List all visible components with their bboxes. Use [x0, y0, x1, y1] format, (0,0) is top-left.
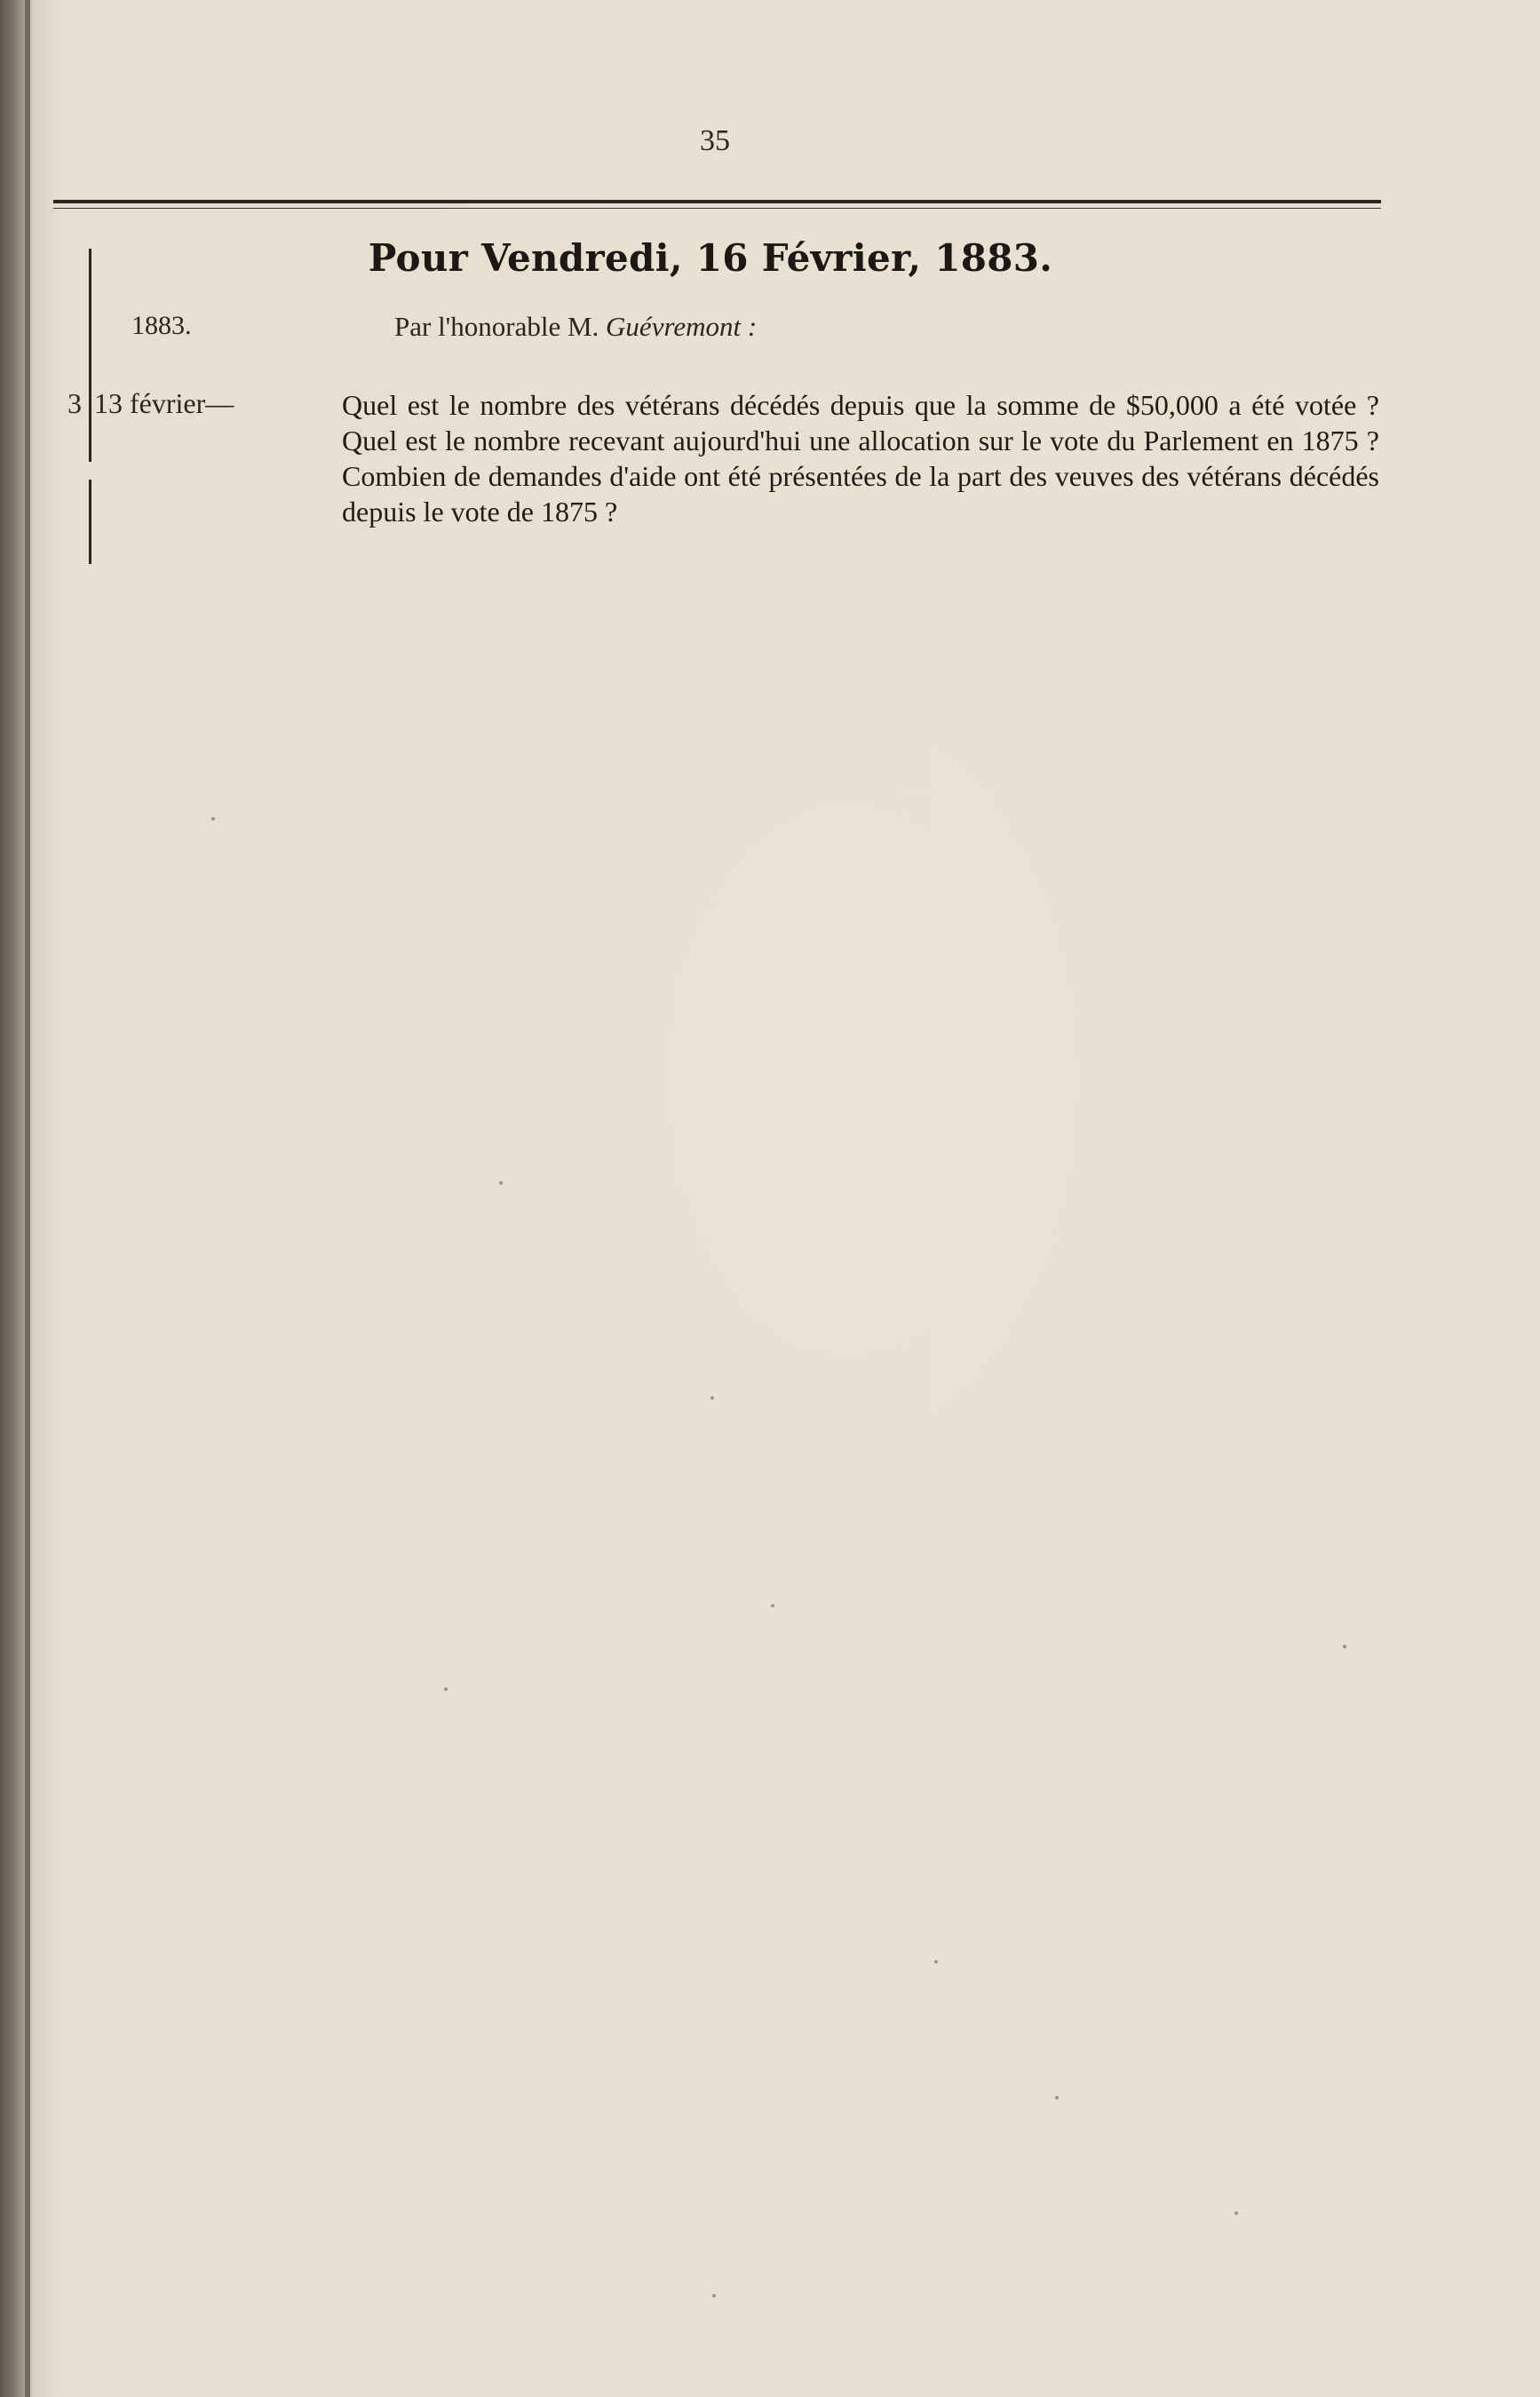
entry-number: 3 [67, 387, 82, 419]
paper-speck [444, 1687, 448, 1691]
paper-speck [1055, 2096, 1059, 2099]
section-heading: Pour Vendredi, 16 Février, 1883. [368, 236, 1053, 280]
paper-speck [712, 2294, 716, 2298]
entry-date: 13 février— [94, 387, 234, 419]
binding-edge [25, 0, 30, 2397]
byline [394, 311, 757, 343]
paper-speck [771, 1604, 774, 1607]
paper-speck [499, 1181, 503, 1185]
paper-speck [211, 817, 215, 821]
paper-speck [1234, 2211, 1238, 2215]
header-rule-thick [53, 200, 1381, 203]
paper-speck [710, 1396, 714, 1400]
byline-name: Guévremont : [606, 311, 758, 342]
paper-speck [1343, 1645, 1346, 1648]
entry-question-text: Quel est le nombre des vétérans décédés depuis que la somme de $50,000 a été votée ? Quel est le nombre recevant aujourd'hui une allocation sur le vote du Parlement en 1875 ? Combien de demandes d'aide ont été présentées de la part des veuves des vétérans décédés depuis le vote de 1875 ? [342, 389, 1379, 528]
year-label: 1883. [131, 311, 192, 340]
byline-prefix: Par l'honorable M. [394, 311, 607, 342]
header-rule-thin [53, 208, 1381, 209]
margin-rule-upper [89, 249, 91, 462]
margin-rule-lower [89, 480, 91, 564]
show-through-shadow [533, 1609, 656, 1643]
paper-speck [934, 1960, 938, 1964]
page-number: 35 [700, 124, 730, 157]
